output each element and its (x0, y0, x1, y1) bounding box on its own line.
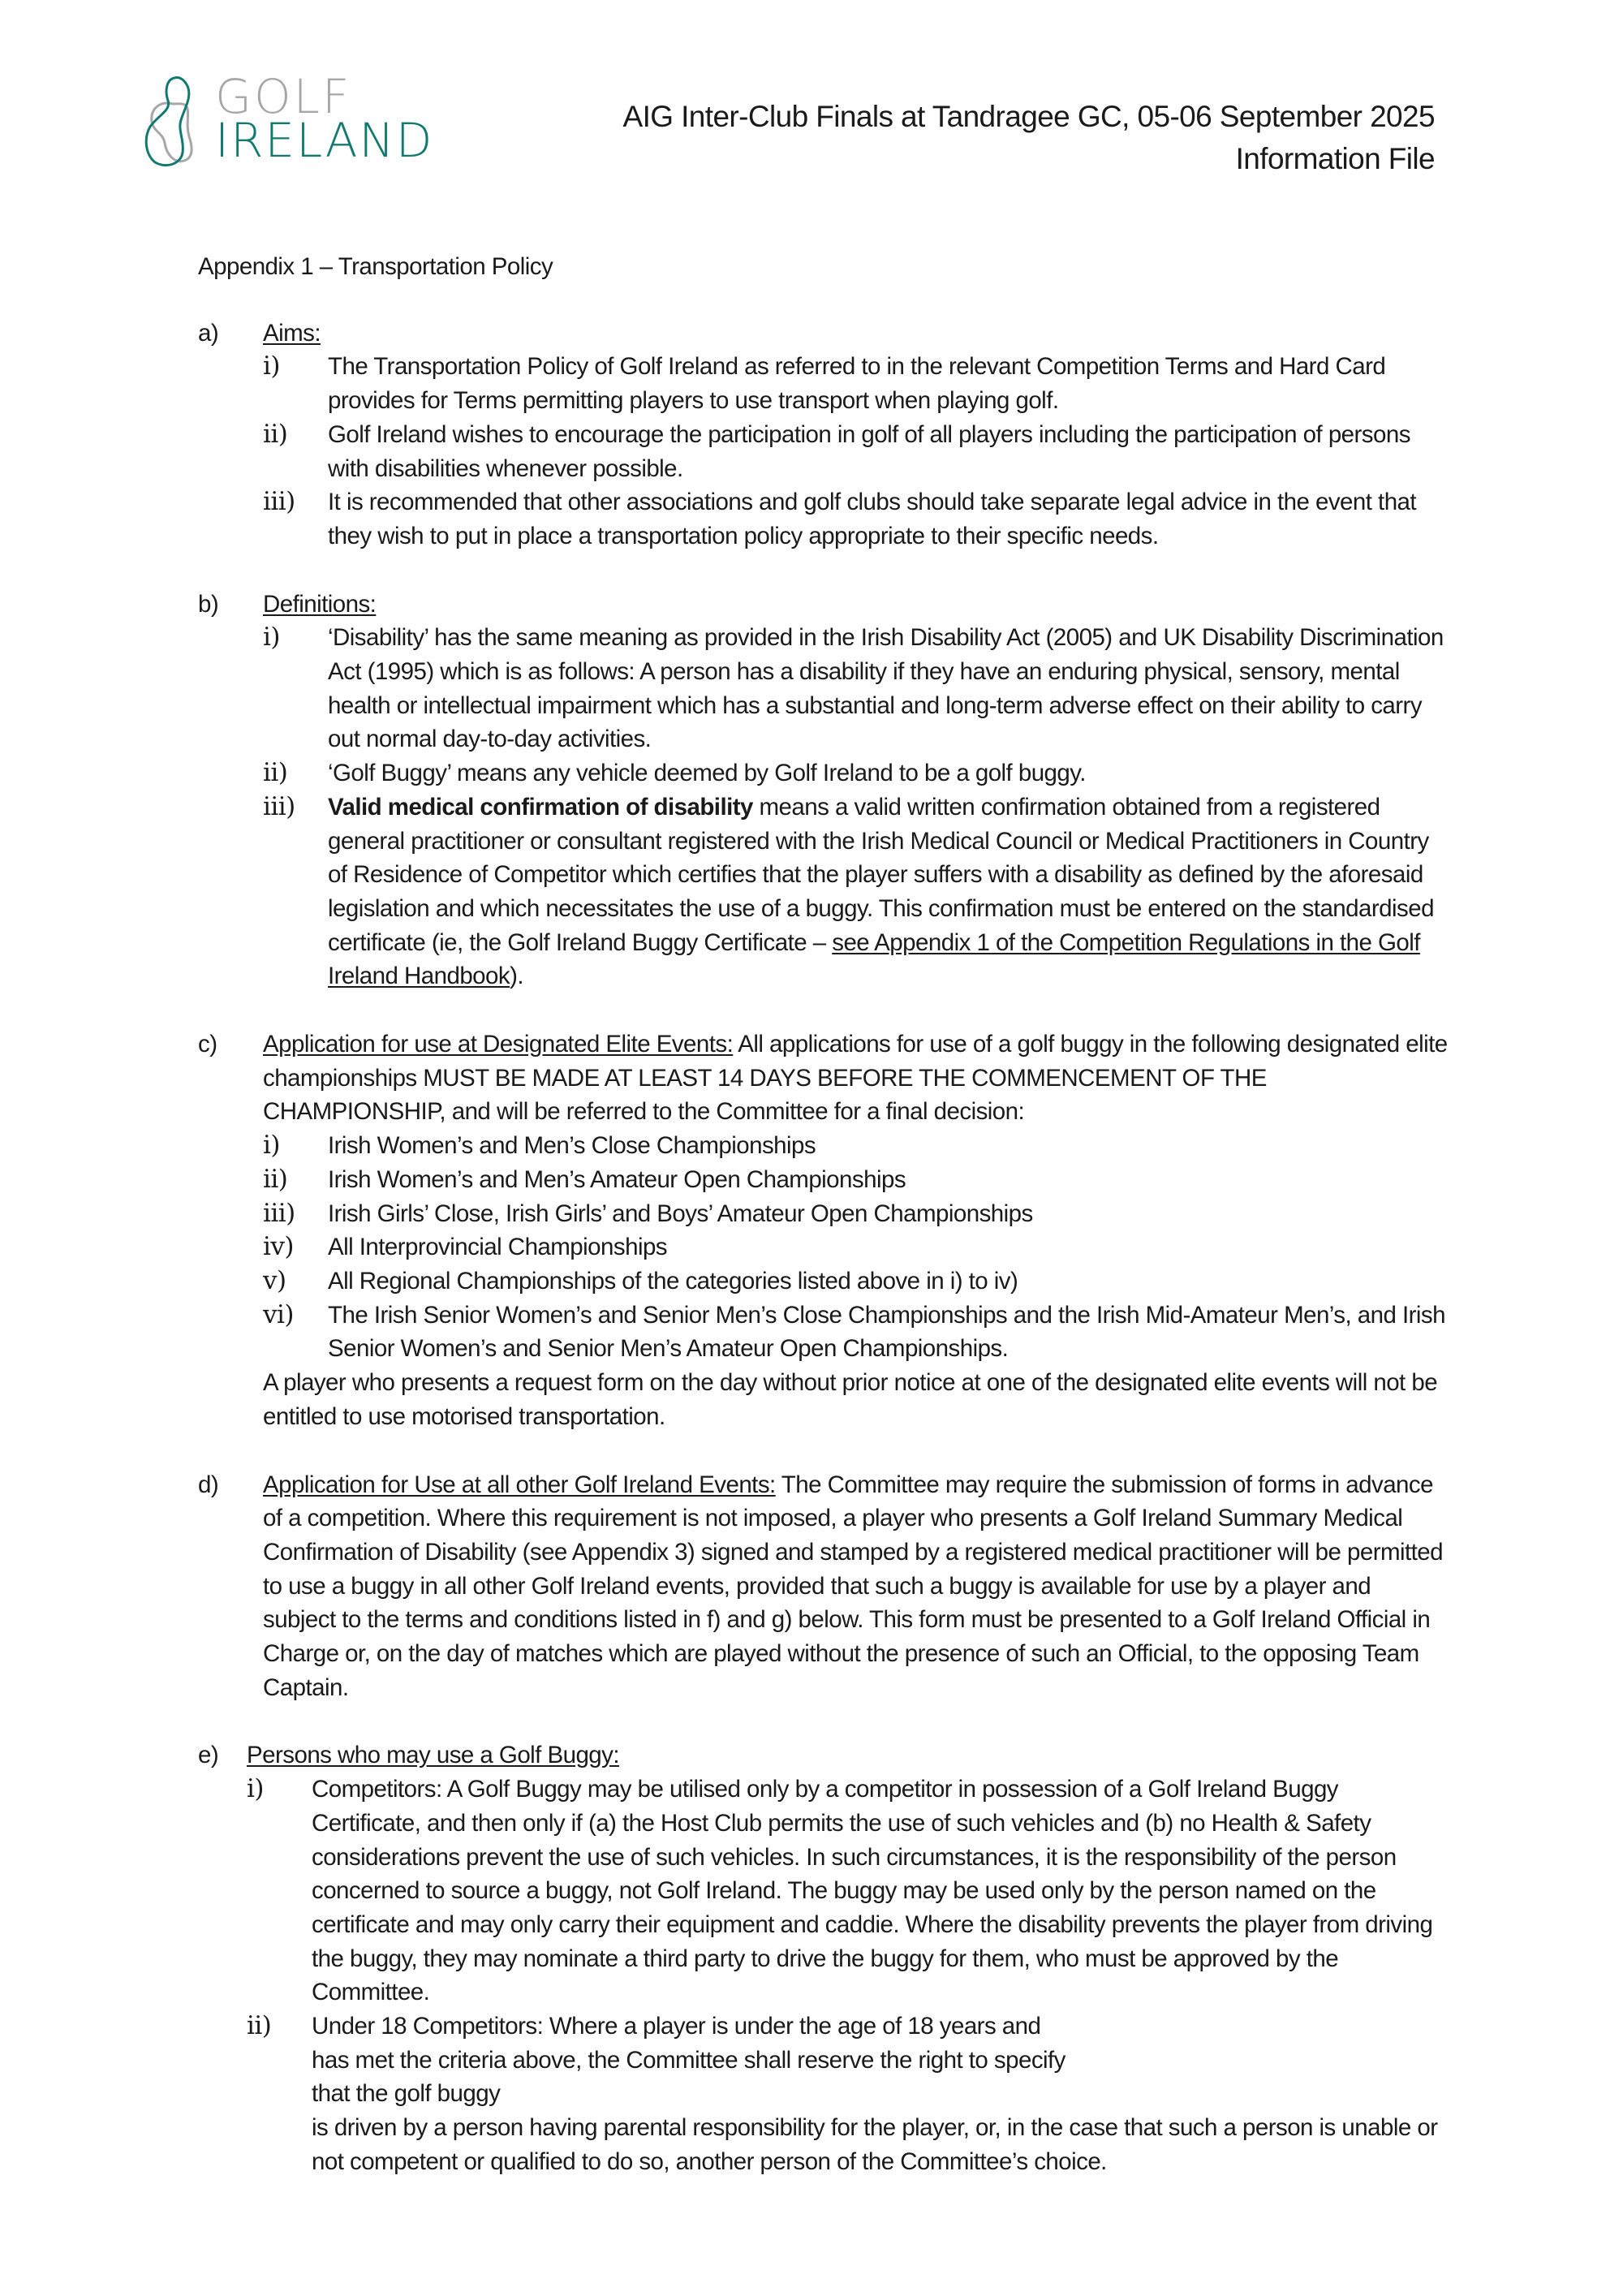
list-item (263, 790, 1448, 993)
item-numeral: ii) (247, 2011, 272, 2041)
section-letter: d) (198, 1471, 219, 1498)
list-item (263, 485, 1448, 553)
item-text: The Transportation Policy of Golf Ireland as referred to in the relevant Competition Terms and Hard Card provides for Terms permitting players to use transport when playing golf. (328, 353, 1386, 415)
item-numeral: i) (263, 622, 280, 653)
item-numeral: iii) (263, 1198, 295, 1228)
section-aims (198, 317, 1448, 554)
list-item (263, 621, 1448, 756)
list-item (263, 1230, 1448, 1264)
item-text: All Regional Championships of the categories listed above in i) to iv) (328, 1267, 1018, 1294)
item-numeral: ii) (263, 419, 288, 449)
item-text: means a valid written confirmation obtained from a registered general practitioner or consultant registered with the Irish Medical Council or Medical Practitioners in Country of Residence of Competitor which certifies that the player suffers with a disability as defined by the aforesaid legislation and which necessitates the use of a buggy. This confirmation must be entered on the standardised certificate (ie, the Golf Ireland Buggy Certificate – (328, 793, 1434, 956)
section-other-events (198, 1468, 1448, 1705)
section-heading: Aims: (263, 319, 321, 347)
logo-text-golf: GOLF (215, 69, 352, 124)
list-item (263, 1163, 1448, 1197)
header-file-label: Information File (1235, 142, 1435, 175)
item-text: Irish Women’s and Men’s Close Championships (328, 1132, 816, 1160)
logo-text-ireland: IRELAND (215, 113, 434, 168)
item-numeral: iii) (263, 791, 295, 821)
section-heading: Application for Use at all other Golf Ireland Events: (263, 1471, 776, 1498)
item-numeral: ii) (263, 1164, 288, 1194)
list-item (263, 756, 1448, 790)
item-text: It is recommended that other associations and golf clubs should take separate legal advice in the event that they wish to put in place a transportation policy appropriate to their specific needs. (328, 489, 1417, 549)
item-numeral: v) (263, 1265, 286, 1295)
item-text-tail: ). (510, 963, 524, 990)
section-elite-events (198, 1027, 1448, 1433)
item-numeral: iii) (263, 487, 295, 517)
list-item (263, 1129, 1448, 1163)
section-heading: Application for use at Designated Elite Events: (263, 1031, 734, 1058)
list-item (263, 1197, 1448, 1231)
list-item (263, 418, 1448, 485)
document-body (198, 250, 1448, 2213)
item-text: ‘Golf Buggy’ means any vehicle deemed by Golf Ireland to be a golf buggy. (328, 760, 1086, 787)
item-text: Under 18 Competitors: Where a player is under the age of 18 years and has met the criteria above, the Committee shall reserve the right to specify that the golf buggy (312, 2013, 1065, 2108)
item-numeral: i) (263, 351, 280, 381)
section-heading: Persons who may use a Golf Buggy: (247, 1742, 620, 1769)
golf-ireland-logo (142, 69, 450, 170)
item-text: ‘Disability’ has the same meaning as provided in the Irish Disability Act (2005) and UK Disability Discrimination Act (1995) which is as follows: A person has a disability if they have an enduring physical, sensory, mental health or intellectual impairment which has a substantial and long-term adverse effect on their ability to carry out normal day-to-day activities. (328, 624, 1444, 753)
list-item (263, 350, 1448, 417)
item-text-continued: is driven by a person having parental responsibility for the player, or, in the case that such a person is unable or not competent or qualified to do so, another person of the Committee’s choice. (312, 2114, 1438, 2175)
golf-ireland-emblem-icon (142, 73, 199, 170)
section-letter: b) (198, 590, 219, 618)
list-item (247, 1773, 1448, 2010)
document-header (623, 96, 1436, 180)
section-persons-who-may-use (198, 1738, 1448, 2178)
item-text: Golf Ireland wishes to encourage the participation in golf of all players including the participation of persons with disabilities whenever possible. (328, 420, 1410, 482)
item-numeral: ii) (263, 758, 288, 788)
item-numeral: iv) (263, 1232, 294, 1262)
section-outro: A player who presents a request form on the day without prior notice at one of the designated elite events will not be entitled to use motorised transportation. (263, 1369, 1438, 1430)
item-text: All Interprovincial Championships (328, 1234, 667, 1261)
item-text: Irish Women’s and Men’s Amateur Open Championships (328, 1165, 906, 1193)
list-item (247, 2010, 1448, 2179)
defined-term: Valid medical confirmation of disability (328, 793, 753, 821)
section-definitions (198, 588, 1448, 993)
item-text: The Irish Senior Women’s and Senior Men’s Close Championships and the Irish Mid-Amateur Men’s, and Irish Senior Women’s and Senior Men’s Amateur Open Championships. (328, 1301, 1445, 1363)
list-item (263, 1299, 1448, 1366)
appendix-title: Appendix 1 – Transportation Policy (198, 253, 553, 280)
item-numeral: i) (263, 1131, 280, 1161)
section-intro: All applications for use of a golf buggy in the following designated elite championships MUST BE MADE AT LEAST 14 DAYS BEFORE THE COMMENCEMENT OF THE CHAMPIONSHIP, and will be referred to the Committee for a final decision: (263, 1031, 1448, 1126)
section-letter: e) (198, 1742, 219, 1769)
item-numeral: vi) (263, 1299, 294, 1329)
item-text: Irish Girls’ Close, Irish Girls’ and Boys’ Amateur Open Championships (328, 1200, 1033, 1227)
header-event-title: AIG Inter-Club Finals at Tandragee GC, 05-06 September 2025 (622, 100, 1435, 133)
section-letter: a) (198, 319, 219, 347)
section-text: The Committee may require the submission of forms in advance of a competition. Where this requirement is not imposed, a player who presents a Golf Ireland Summary Medical Confirmation of Disability (see Appendix 3) signed and stamped by a registered medical practitioner will be permitted to use a buggy in all other Golf Ireland events, provided that such a buggy is available for use by a player and subject to the terms and conditions listed in f) and g) below. This form must be presented to a Golf Ireland Official in Charge or, on the day of matches which are played without the presence of such an Official, to the opposing Team Captain. (263, 1471, 1444, 1701)
item-numeral: i) (247, 1774, 264, 1804)
section-heading: Definitions: (263, 590, 377, 618)
item-text: Competitors: A Golf Buggy may be utilised only by a competitor in possession of a Golf Ireland Buggy Certificate, and then only if (a) the Host Club permits the use of such vehicles and (b) no Health & Safety considerations prevent the use of such vehicles. In such circumstances, it is the responsibility of the person concerned to source a buggy, not Golf Ireland. The buggy may be used only by the person named on the certificate and may only carry their equipment and caddie. Where the disability prevents the player from driving the buggy, they may nominate a third party to drive the buggy for them, who must be approved by the Committee. (312, 1776, 1433, 2006)
handbook-reference-link[interactable]: see Appendix 1 of the Competition Regulations in the Golf Ireland Handbook (328, 928, 1420, 990)
list-item (263, 1264, 1448, 1299)
section-letter: c) (198, 1031, 217, 1058)
